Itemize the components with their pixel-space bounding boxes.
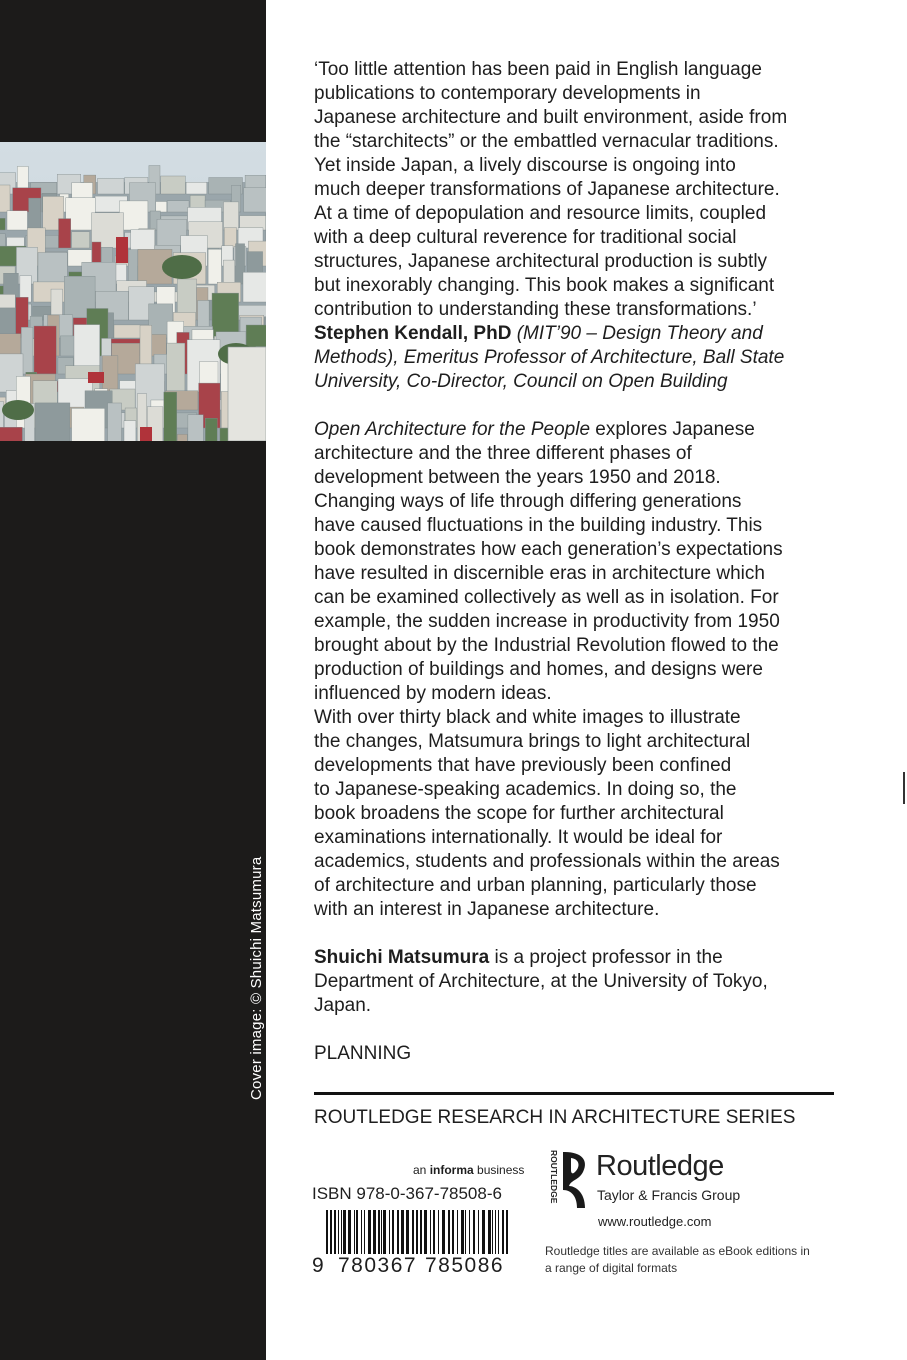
barcode-digit-group: 780367 (338, 1254, 418, 1277)
description-line: book demonstrates how each generation’s expectations (314, 539, 783, 560)
quote-line: the “starchitects” or the embattled vernacular traditions. (314, 131, 779, 152)
endorsement-quote (314, 58, 854, 394)
description-line: the changes, Matsumura brings to light architectural (314, 731, 751, 752)
publisher-url[interactable]: www.routledge.com (598, 1214, 712, 1229)
quote-attribution (314, 322, 854, 346)
description-line: can be examined collectively as well as in isolation. For (314, 587, 779, 608)
description-line: architecture and the three different phases of (314, 443, 692, 464)
book-description (314, 418, 854, 922)
description-line: With over thirty black and white images to illustrate (314, 707, 741, 728)
quote-line: but inexorably changing. This book makes a significant (314, 275, 775, 296)
bio-line: Department of Architecture, at the University of Tokyo, (314, 971, 768, 992)
quote-line: with a deep cultural reverence for traditional social (314, 227, 737, 248)
description-line: have caused fluctuations in the building industry. This (314, 515, 763, 536)
isbn-number: ISBN 978-0-367-78508-6 (312, 1184, 502, 1203)
description-line (314, 418, 854, 442)
description-line: example, the sudden increase in productivity from 1950 (314, 611, 780, 632)
description-line: brought about by the Industrial Revolution flowed to the (314, 635, 779, 656)
informa-tagline: an informa business (413, 1163, 525, 1177)
description-line: development between the years 1950 and 2018. (314, 467, 721, 488)
subject-category: PLANNING (314, 1043, 412, 1064)
quote-line: At a time of depopulation and resource limits, coupled (314, 203, 767, 224)
description-line: have resulted in discernible eras in architecture which (314, 563, 765, 584)
description-line: academics, students and professionals within the areas (314, 851, 780, 872)
book-title: Open Architecture for the People (314, 419, 591, 440)
quote-line: ‘Too little attention has been paid in English language (314, 59, 762, 80)
barcode-digits (312, 1254, 522, 1280)
description-line: book broadens the scope for further architectural (314, 803, 724, 824)
quote-author-name: Stephen Kendall, PhD (314, 323, 512, 344)
quote-line: much deeper transformations of Japanese architecture. (314, 179, 780, 200)
routledge-logo-icon (545, 1150, 595, 1210)
publisher-name: Routledge (596, 1150, 724, 1182)
barcode-digit-group: 785086 (425, 1254, 505, 1277)
description-line: influenced by modern ideas. (314, 683, 552, 704)
back-cover-text (314, 58, 854, 1066)
ebook-availability-note: Routledge titles are available as eBook editions in a range of digital formats (545, 1244, 810, 1275)
cover-image-credit: Cover image: © Shuichi Matsumura (248, 856, 265, 1100)
barcode-lead-digit: 9 (312, 1254, 324, 1277)
quote-line: publications to contemporary developments in (314, 83, 701, 104)
quote-line: contribution to understanding these transformations.’ (314, 299, 757, 320)
bio-line: Japan. (314, 995, 372, 1016)
description-line: examinations internationally. It would be ideal for (314, 827, 723, 848)
quote-line: Yet inside Japan, a lively discourse is ongoing into (314, 155, 736, 176)
divider-rule (314, 1092, 834, 1095)
description-line: to Japanese-speaking academics. In doing so, the (314, 779, 737, 800)
bio-line (314, 946, 854, 970)
publisher-group: Taylor & Francis Group (597, 1187, 741, 1203)
description-line: of architecture and urban planning, particularly those (314, 875, 757, 896)
edge-mark (903, 772, 905, 804)
bio-text: is a project professor in the (489, 947, 723, 968)
description-line: Changing ways of life through differing generations (314, 491, 742, 512)
quote-line: Japanese architecture and built environment, aside from (314, 107, 788, 128)
quote-line: structures, Japanese architectural production is subtly (314, 251, 768, 272)
author-name: Shuichi Matsumura (314, 947, 490, 968)
description-line: developments that have previously been confined (314, 755, 732, 776)
cover-cityscape-photo (0, 142, 266, 441)
quote-author-title: (MIT’90 – Design Theory and (516, 323, 763, 344)
author-bio (314, 946, 854, 1018)
quote-author-title: Methods), Emeritus Professor of Architecture, Ball State (314, 347, 785, 368)
description-line: with an interest in Japanese architecture. (314, 899, 660, 920)
description-text: explores Japanese (590, 419, 755, 440)
informa-brand: informa (429, 1163, 474, 1177)
description-line: production of buildings and homes, and designs were (314, 659, 763, 680)
series-title: ROUTLEDGE RESEARCH IN ARCHITECTURE SERIES (314, 1107, 796, 1128)
quote-author-title: University, Co-Director, Council on Open Building (314, 371, 728, 392)
routledge-logo-vertical-text: ROUTLEDGE (549, 1150, 559, 1204)
